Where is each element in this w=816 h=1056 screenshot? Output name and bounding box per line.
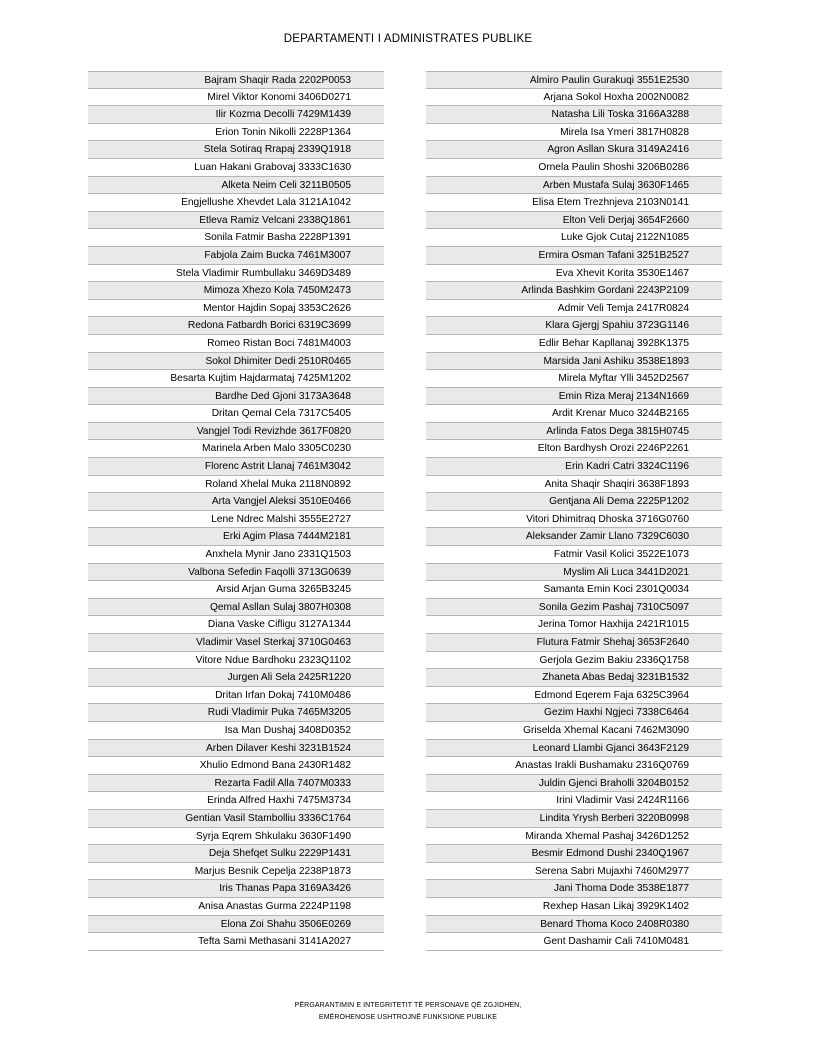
list-item: Bajram Shaqir Rada 2202P0053: [88, 71, 384, 89]
list-item: Besarta Kujtim Hajdarmataj 7425M1202: [88, 370, 384, 388]
list-item: Miranda Xhemal Pashaj 3426D1252: [426, 828, 722, 846]
list-item: Marinela Arben Malo 3305C0230: [88, 440, 384, 458]
list-item: Erion Tonin Nikolli 2228P1364: [88, 124, 384, 142]
list-item: Agron Asllan Skura 3149A2416: [426, 141, 722, 159]
list-item: Roland Xhelal Muka 2118N0892: [88, 476, 384, 494]
list-item: Mentor Hajdin Sopaj 3353C2626: [88, 300, 384, 318]
list-item: Bardhe Ded Gjoni 3173A3648: [88, 388, 384, 406]
list-item: Xhulio Edmond Bana 2430R1482: [88, 757, 384, 775]
list-item: Marsida Jani Ashiku 3538E1893: [426, 353, 722, 371]
list-item: Arlinda Bashkim Gordani 2243P2109: [426, 282, 722, 300]
list-item: Mimoza Xhezo Kola 7450M2473: [88, 282, 384, 300]
list-item: Eva Xhevit Korita 3530E1467: [426, 265, 722, 283]
list-item: Gent Dashamir Cali 7410M0481: [426, 933, 722, 951]
list-item: Arben Mustafa Sulaj 3630F1465: [426, 177, 722, 195]
list-item: Admir Veli Temja 2417R0824: [426, 300, 722, 318]
list-item: Arsid Arjan Guma 3265B3245: [88, 581, 384, 599]
page-title: DEPARTAMENTI I ADMINISTRATES PUBLIKE: [283, 33, 533, 45]
list-item: Griselda Xhemal Kacani 7462M3090: [426, 722, 722, 740]
footer: [0, 1000, 816, 1024]
list-item: Gentjana Ali Dema 2225P1202: [426, 493, 722, 511]
list-item: Redona Fatbardh Borici 6319C3699: [88, 317, 384, 335]
list-item: Elona Zoi Shahu 3506E0269: [88, 916, 384, 934]
list-item: Jerina Tomor Haxhija 2421R1015: [426, 616, 722, 634]
list-item: Arben Dilaver Keshi 3231B1524: [88, 740, 384, 758]
list-item: Erki Agim Plasa 7444M2181: [88, 528, 384, 546]
list-item: Edmond Eqerem Faja 6325C3964: [426, 687, 722, 705]
list-item: Gentian Vasil Stambolliu 3336C1764: [88, 810, 384, 828]
list-item: Ardit Krenar Muco 3244B2165: [426, 405, 722, 423]
list-item: Lene Ndrec Malshi 3555E2727: [88, 511, 384, 529]
list-item: Anxhela Mynir Jano 2331Q1503: [88, 546, 384, 564]
list-item: Deja Shefqet Sulku 2229P1431: [88, 845, 384, 863]
list-item: Fatmir Vasil Kolici 3522E1073: [426, 546, 722, 564]
list-item: Dritan Irfan Dokaj 7410M0486: [88, 687, 384, 705]
list-item: Alketa Neim Celi 3211B0505: [88, 177, 384, 195]
list-item: Ornela Paulin Shoshi 3206B0286: [426, 159, 722, 177]
list-item: Aleksander Zamir Llano 7329C6030: [426, 528, 722, 546]
list-item: Jani Thoma Dode 3538E1877: [426, 880, 722, 898]
list-item: Florenc Astrit Llanaj 7461M3042: [88, 458, 384, 476]
list-item: Ilir Kozma Decolli 7429M1439: [88, 106, 384, 124]
list-item: Romeo Ristan Boci 7481M4003: [88, 335, 384, 353]
list-item: Luke Gjok Cutaj 2122N1085: [426, 229, 722, 247]
list-item: Stela Sotiraq Rrapaj 2339Q1918: [88, 141, 384, 159]
list-item: Elton Veli Derjaj 3654F2660: [426, 212, 722, 230]
list-item: Etleva Ramiz Velcani 2338Q1861: [88, 212, 384, 230]
list-item: Syrja Eqrem Shkulaku 3630F1490: [88, 828, 384, 846]
list-item: Rezarta Fadil Alla 7407M0333: [88, 775, 384, 793]
list-item: Erinda Alfred Haxhi 7475M3734: [88, 792, 384, 810]
list-item: Arjana Sokol Hoxha 2002N0082: [426, 89, 722, 107]
list-item: Sonila Fatmir Basha 2228P1391: [88, 229, 384, 247]
list-item: Jurgen Ali Sela 2425R1220: [88, 669, 384, 687]
right-name-column: [426, 71, 722, 951]
list-item: Iris Thanas Papa 3169A3426: [88, 880, 384, 898]
list-item: Emin Riza Meraj 2134N1669: [426, 388, 722, 406]
list-item: Isa Man Dushaj 3408D0352: [88, 722, 384, 740]
list-item: Engjellushe Xhevdet Lala 3121A1042: [88, 194, 384, 212]
list-item: Sonila Gezim Pashaj 7310C5097: [426, 599, 722, 617]
list-item: Diana Vaske Cifligu 3127A1344: [88, 616, 384, 634]
list-item: Flutura Fatmir Shehaj 3653F2640: [426, 634, 722, 652]
list-item: Erin Kadri Catri 3324C1196: [426, 458, 722, 476]
list-item: Dritan Qemal Cela 7317C5405: [88, 405, 384, 423]
list-item: Juldin Gjenci Braholli 3204B0152: [426, 775, 722, 793]
list-item: Arlinda Fatos Dega 3815H0745: [426, 423, 722, 441]
list-item: Samanta Emin Koci 2301Q0034: [426, 581, 722, 599]
list-item: Elton Bardhysh Orozi 2246P2261: [426, 440, 722, 458]
list-item: Rexhep Hasan Likaj 3929K1402: [426, 898, 722, 916]
list-item: Qemal Asllan Sulaj 3807H0308: [88, 599, 384, 617]
footer-line-2: EMËROHENOSE USHTROJNË FUNKSIONE PUBLIKE: [318, 1014, 498, 1021]
list-item: Vladimir Vasel Sterkaj 3710G0463: [88, 634, 384, 652]
list-item: Vitore Ndue Bardhoku 2323Q1102: [88, 652, 384, 670]
list-item: Fabjola Zaim Bucka 7461M3007: [88, 247, 384, 265]
list-item: Klara Gjergj Spahiu 3723G1146: [426, 317, 722, 335]
list-item: Anita Shaqir Shaqiri 3638F1893: [426, 476, 722, 494]
list-item: Zhaneta Abas Bedaj 3231B1532: [426, 669, 722, 687]
list-item: Natasha Lili Toska 3166A3288: [426, 106, 722, 124]
list-item: Anisa Anastas Gurma 2224P1198: [88, 898, 384, 916]
list-item: Mirela Isa Ymeri 3817H0828: [426, 124, 722, 142]
list-item: Elisa Etem Trezhnjeva 2103N0141: [426, 194, 722, 212]
list-item: Gezim Haxhi Ngjeci 7338C6464: [426, 704, 722, 722]
list-item: Marjus Besnik Cepelja 2238P1873: [88, 863, 384, 881]
list-item: Valbona Sefedin Faqolli 3713G0639: [88, 564, 384, 582]
list-item: Stela Vladimir Rumbullaku 3469D3489: [88, 265, 384, 283]
list-item: Tefta Sami Methasani 3141A2027: [88, 933, 384, 951]
list-item: Irini Vladimir Vasi 2424R1166: [426, 792, 722, 810]
list-item: Sokol Dhimiter Dedi 2510R0465: [88, 353, 384, 371]
left-name-column: [88, 71, 384, 951]
list-item: Benard Thoma Koco 2408R0380: [426, 916, 722, 934]
footer-line-1: PËRGARANTIMIN E INTEGRITETIT TË PERSONAVE QË ZGJIDHEN,: [294, 1002, 522, 1009]
list-item: Rudi Vladimir Puka 7465M3205: [88, 704, 384, 722]
list-item: Leonard Llambi Gjanci 3643F2129: [426, 740, 722, 758]
list-item: Mirel Viktor Konomi 3406D0271: [88, 89, 384, 107]
list-item: Besmir Edmond Dushi 2340Q1967: [426, 845, 722, 863]
list-item: Luan Hakani Grabovaj 3333C1630: [88, 159, 384, 177]
list-item: Gerjola Gezim Bakiu 2336Q1758: [426, 652, 722, 670]
list-item: Vangjel Todi Revizhde 3617F0820: [88, 423, 384, 441]
list-item: Serena Sabri Mujaxhi 7460M2977: [426, 863, 722, 881]
list-item: Vitori Dhimitraq Dhoska 3716G0760: [426, 511, 722, 529]
list-item: Myslim Ali Luca 3441D2021: [426, 564, 722, 582]
list-item: Arta Vangjel Aleksi 3510E0466: [88, 493, 384, 511]
list-item: Edlir Behar Kapllanaj 3928K1375: [426, 335, 722, 353]
list-item: Anastas Irakli Bushamaku 2316Q0769: [426, 757, 722, 775]
list-item: Ermira Osman Tafani 3251B2527: [426, 247, 722, 265]
list-item: Lindita Yrysh Berberi 3220B0998: [426, 810, 722, 828]
list-item: Almiro Paulin Gurakuqi 3551E2530: [426, 71, 722, 89]
list-item: Mirela Myftar Ylli 3452D2567: [426, 370, 722, 388]
